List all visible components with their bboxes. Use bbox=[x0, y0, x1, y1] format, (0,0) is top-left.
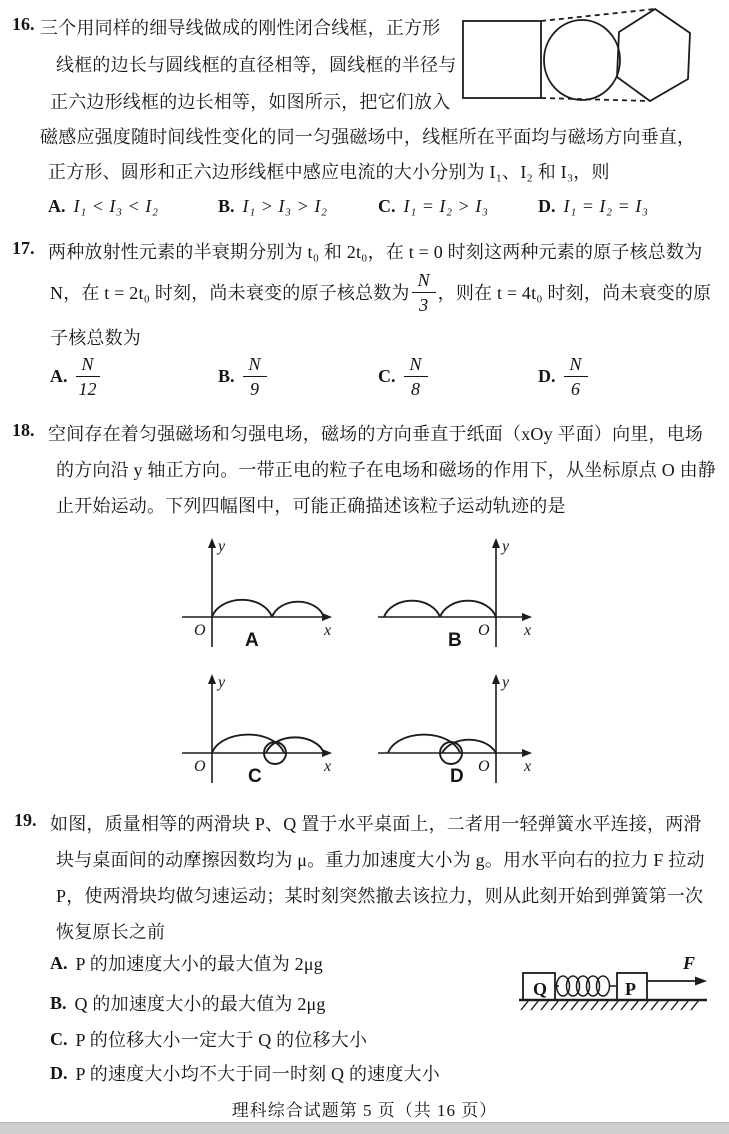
graph-b-y-arrowhead bbox=[492, 538, 500, 548]
graph-a-x-label: x bbox=[324, 622, 332, 639]
graph-b-origin-label: O bbox=[478, 622, 490, 639]
q17-option-a-fraction bbox=[76, 355, 100, 398]
q19-option-b-label: B. bbox=[50, 992, 67, 1013]
graph-b-x-arrowhead bbox=[522, 613, 532, 621]
q17-option-a bbox=[50, 355, 100, 398]
q17-number: 17. bbox=[12, 238, 35, 258]
graph-d-x-label: x bbox=[524, 758, 532, 775]
q17-option-b-fraction bbox=[243, 355, 267, 398]
q16-option-a bbox=[48, 196, 159, 217]
q17-option-c-label: C. bbox=[378, 366, 396, 386]
q17-option-c-numerator: N bbox=[404, 355, 428, 377]
q16-line-4: 磁感应强度随时间线性变化的同一匀强磁场中，线框所在平面均与磁场方向垂直， bbox=[40, 127, 696, 147]
q19-option-a-label: A. bbox=[50, 952, 68, 973]
q16-hexagon-loop bbox=[617, 9, 690, 101]
q19-block-p-label: P bbox=[625, 979, 636, 999]
q19-figure-blocks-spring bbox=[515, 952, 715, 1016]
q17-option-b bbox=[218, 355, 267, 398]
q17-option-a-denominator: 12 bbox=[78, 379, 97, 399]
q17-option-a-label: A. bbox=[50, 366, 68, 386]
q16-option-c-formula: I₁ = I₂ > I₃ bbox=[403, 196, 489, 216]
graph-d-trajectory-arch-1 bbox=[388, 735, 460, 753]
q17-line-2-post: ，则在 t = 4t₀ 时刻，尚未衰变的原 bbox=[437, 283, 712, 303]
graph-a-y-arrowhead bbox=[208, 538, 216, 548]
q17-line-2 bbox=[50, 266, 711, 318]
graph-d-x-arrowhead bbox=[522, 749, 532, 757]
q19-option-b-text: Q 的加速度大小的最大值为 2μg bbox=[74, 994, 326, 1014]
graph-c-caption: C bbox=[248, 766, 262, 787]
q19-number: 19. bbox=[14, 810, 37, 830]
q16-option-b bbox=[218, 196, 328, 217]
graph-c-x-label: x bbox=[324, 758, 332, 775]
q17-option-d-label: D. bbox=[538, 366, 556, 386]
graph-c-origin-label: O bbox=[194, 758, 206, 775]
q19-line-3: P，使两滑块均做匀速运动；某时刻突然撤去该拉力，则从此刻开始到弹簧第一次 bbox=[56, 886, 704, 906]
graph-a-trajectory-arch-1 bbox=[212, 600, 272, 617]
q17-option-b-label: B. bbox=[218, 366, 235, 386]
q16-option-a-formula: I₁ < I₃ < I₂ bbox=[73, 196, 159, 216]
q17-option-d-denominator: 6 bbox=[571, 379, 580, 399]
q16-option-a-label: A. bbox=[48, 196, 66, 216]
q19-option-c bbox=[50, 1026, 367, 1052]
q17-option-d-numerator: N bbox=[564, 355, 588, 377]
graph-a-trajectory-arch-2 bbox=[272, 602, 324, 617]
q16-option-b-label: B. bbox=[218, 196, 235, 216]
q16-circle-loop bbox=[544, 20, 620, 100]
q18-line-2: 的方向沿 y 轴正方向。一带正电的粒子在电场和磁场的作用下，从坐标原点 O 由静 bbox=[56, 460, 716, 480]
q19-force-arrowhead bbox=[695, 977, 707, 986]
scan-edge-strip bbox=[0, 1122, 729, 1134]
graph-b-trajectory-arch-1 bbox=[384, 601, 440, 617]
graph-b-x-label: x bbox=[524, 622, 532, 639]
graph-c-trajectory-arch-2 bbox=[266, 737, 324, 753]
graph-d-caption: D bbox=[450, 766, 464, 787]
q19-option-d-text: P 的速度大小均不大于同一时刻 Q 的速度大小 bbox=[75, 1064, 440, 1084]
q17-option-c-denominator: 8 bbox=[411, 379, 420, 399]
q16-square-loop bbox=[463, 21, 541, 98]
q16-option-b-formula: I₁ > I₃ > I₂ bbox=[242, 196, 328, 216]
q17-option-b-denominator: 9 bbox=[250, 379, 260, 399]
graph-c-x-arrowhead bbox=[322, 749, 332, 757]
q16-option-d-formula: I₁ = I₂ = I₃ bbox=[563, 196, 649, 216]
graph-b-y-label: y bbox=[502, 538, 510, 555]
q16-line-2: 线框的边长与圆线框的直径相等，圆线框的半径与 bbox=[56, 55, 457, 75]
q19-option-a bbox=[50, 950, 323, 976]
q19-ground-hatching bbox=[521, 1000, 699, 1010]
graph-a-x-arrowhead bbox=[322, 613, 332, 621]
q19-block-q-label: Q bbox=[533, 979, 548, 999]
graph-c-y-arrowhead bbox=[208, 674, 216, 684]
q16-option-d-label: D. bbox=[538, 196, 556, 216]
q16-option-d bbox=[538, 196, 649, 217]
q18-line-1: 空间存在着匀强磁场和匀强电场，磁场的方向垂直于纸面（xOy 平面）向里，电场 bbox=[48, 424, 704, 444]
q16-figure-loops bbox=[455, 4, 713, 106]
q17-line-3: 子核总数为 bbox=[50, 328, 141, 348]
q19-option-d-label: D. bbox=[50, 1062, 68, 1083]
q19-line-4: 恢复原长之前 bbox=[56, 922, 166, 942]
q17-option-c bbox=[378, 355, 428, 398]
q17-option-d bbox=[538, 355, 588, 398]
graph-b-caption: B bbox=[448, 630, 462, 651]
q19-option-c-label: C. bbox=[50, 1028, 68, 1049]
graph-d-y-arrowhead bbox=[492, 674, 500, 684]
graph-d-origin-label: O bbox=[478, 758, 490, 775]
graph-b-trajectory-arch-2 bbox=[440, 601, 496, 617]
q19-force-label: F bbox=[683, 953, 696, 973]
q17-line-2-pre: N，在 t = 2t₀ 时刻，尚未衰变的原子核总数为 bbox=[50, 283, 410, 303]
graph-c-y-label: y bbox=[218, 674, 226, 691]
graph-a-y-label: y bbox=[218, 538, 226, 555]
graph-a-origin-label: O bbox=[194, 622, 206, 639]
q16-line-1: 三个用同样的细导线做成的刚性闭合线框，正方形 bbox=[40, 18, 441, 38]
q18-line-3: 止开始运动。下列四幅图中，可能正确描述该粒子运动轨迹的是 bbox=[56, 496, 566, 516]
q19-option-d bbox=[50, 1060, 440, 1086]
q16-line-3: 正六边形线框的边长相等，如图所示，把它们放入 bbox=[50, 92, 451, 112]
q19-option-a-text: P 的加速度大小的最大值为 2μg bbox=[75, 954, 323, 974]
q16-line-5: 正方形、圆形和正六边形线框中感应电流的大小分别为 I₁、I₂ 和 I₃，则 bbox=[48, 162, 610, 182]
q19-option-c-text: P 的位移大小一定大于 Q 的位移大小 bbox=[75, 1030, 368, 1050]
q18-number: 18. bbox=[12, 420, 35, 440]
q17-option-a-numerator: N bbox=[76, 355, 100, 377]
q19-line-1: 如图，质量相等的两滑块 P、Q 置于水平桌面上，二者用一轻弹簧水平连接，两滑 bbox=[50, 814, 702, 834]
graph-a-caption: A bbox=[245, 630, 259, 651]
q17-inline-fraction-denominator: 3 bbox=[419, 294, 429, 315]
q17-option-c-fraction bbox=[404, 355, 428, 398]
graph-d-y-label: y bbox=[502, 674, 510, 691]
q17-line-1: 两种放射性元素的半衰期分别为 t₀ 和 2t₀，在 t = 0 时刻这两种元素的原子核总数为 bbox=[48, 242, 703, 262]
q17-option-b-numerator: N bbox=[243, 355, 267, 377]
q19-spring-coil bbox=[555, 976, 617, 996]
q19-option-b bbox=[50, 990, 326, 1016]
q17-inline-fraction bbox=[412, 271, 436, 314]
q19-line-2: 块与桌面间的动摩擦因数均为 μ。重力加速度大小为 g。用水平向右的拉力 F 拉动 bbox=[56, 850, 705, 870]
q16-number: 16. bbox=[12, 14, 35, 34]
page-footer: 理科综合试题第 5 页（共 16 页） bbox=[231, 1101, 498, 1120]
q17-option-d-fraction bbox=[564, 355, 588, 398]
q16-option-c bbox=[378, 196, 489, 217]
q17-inline-fraction-numerator: N bbox=[412, 271, 436, 293]
q16-option-c-label: C. bbox=[378, 196, 396, 216]
